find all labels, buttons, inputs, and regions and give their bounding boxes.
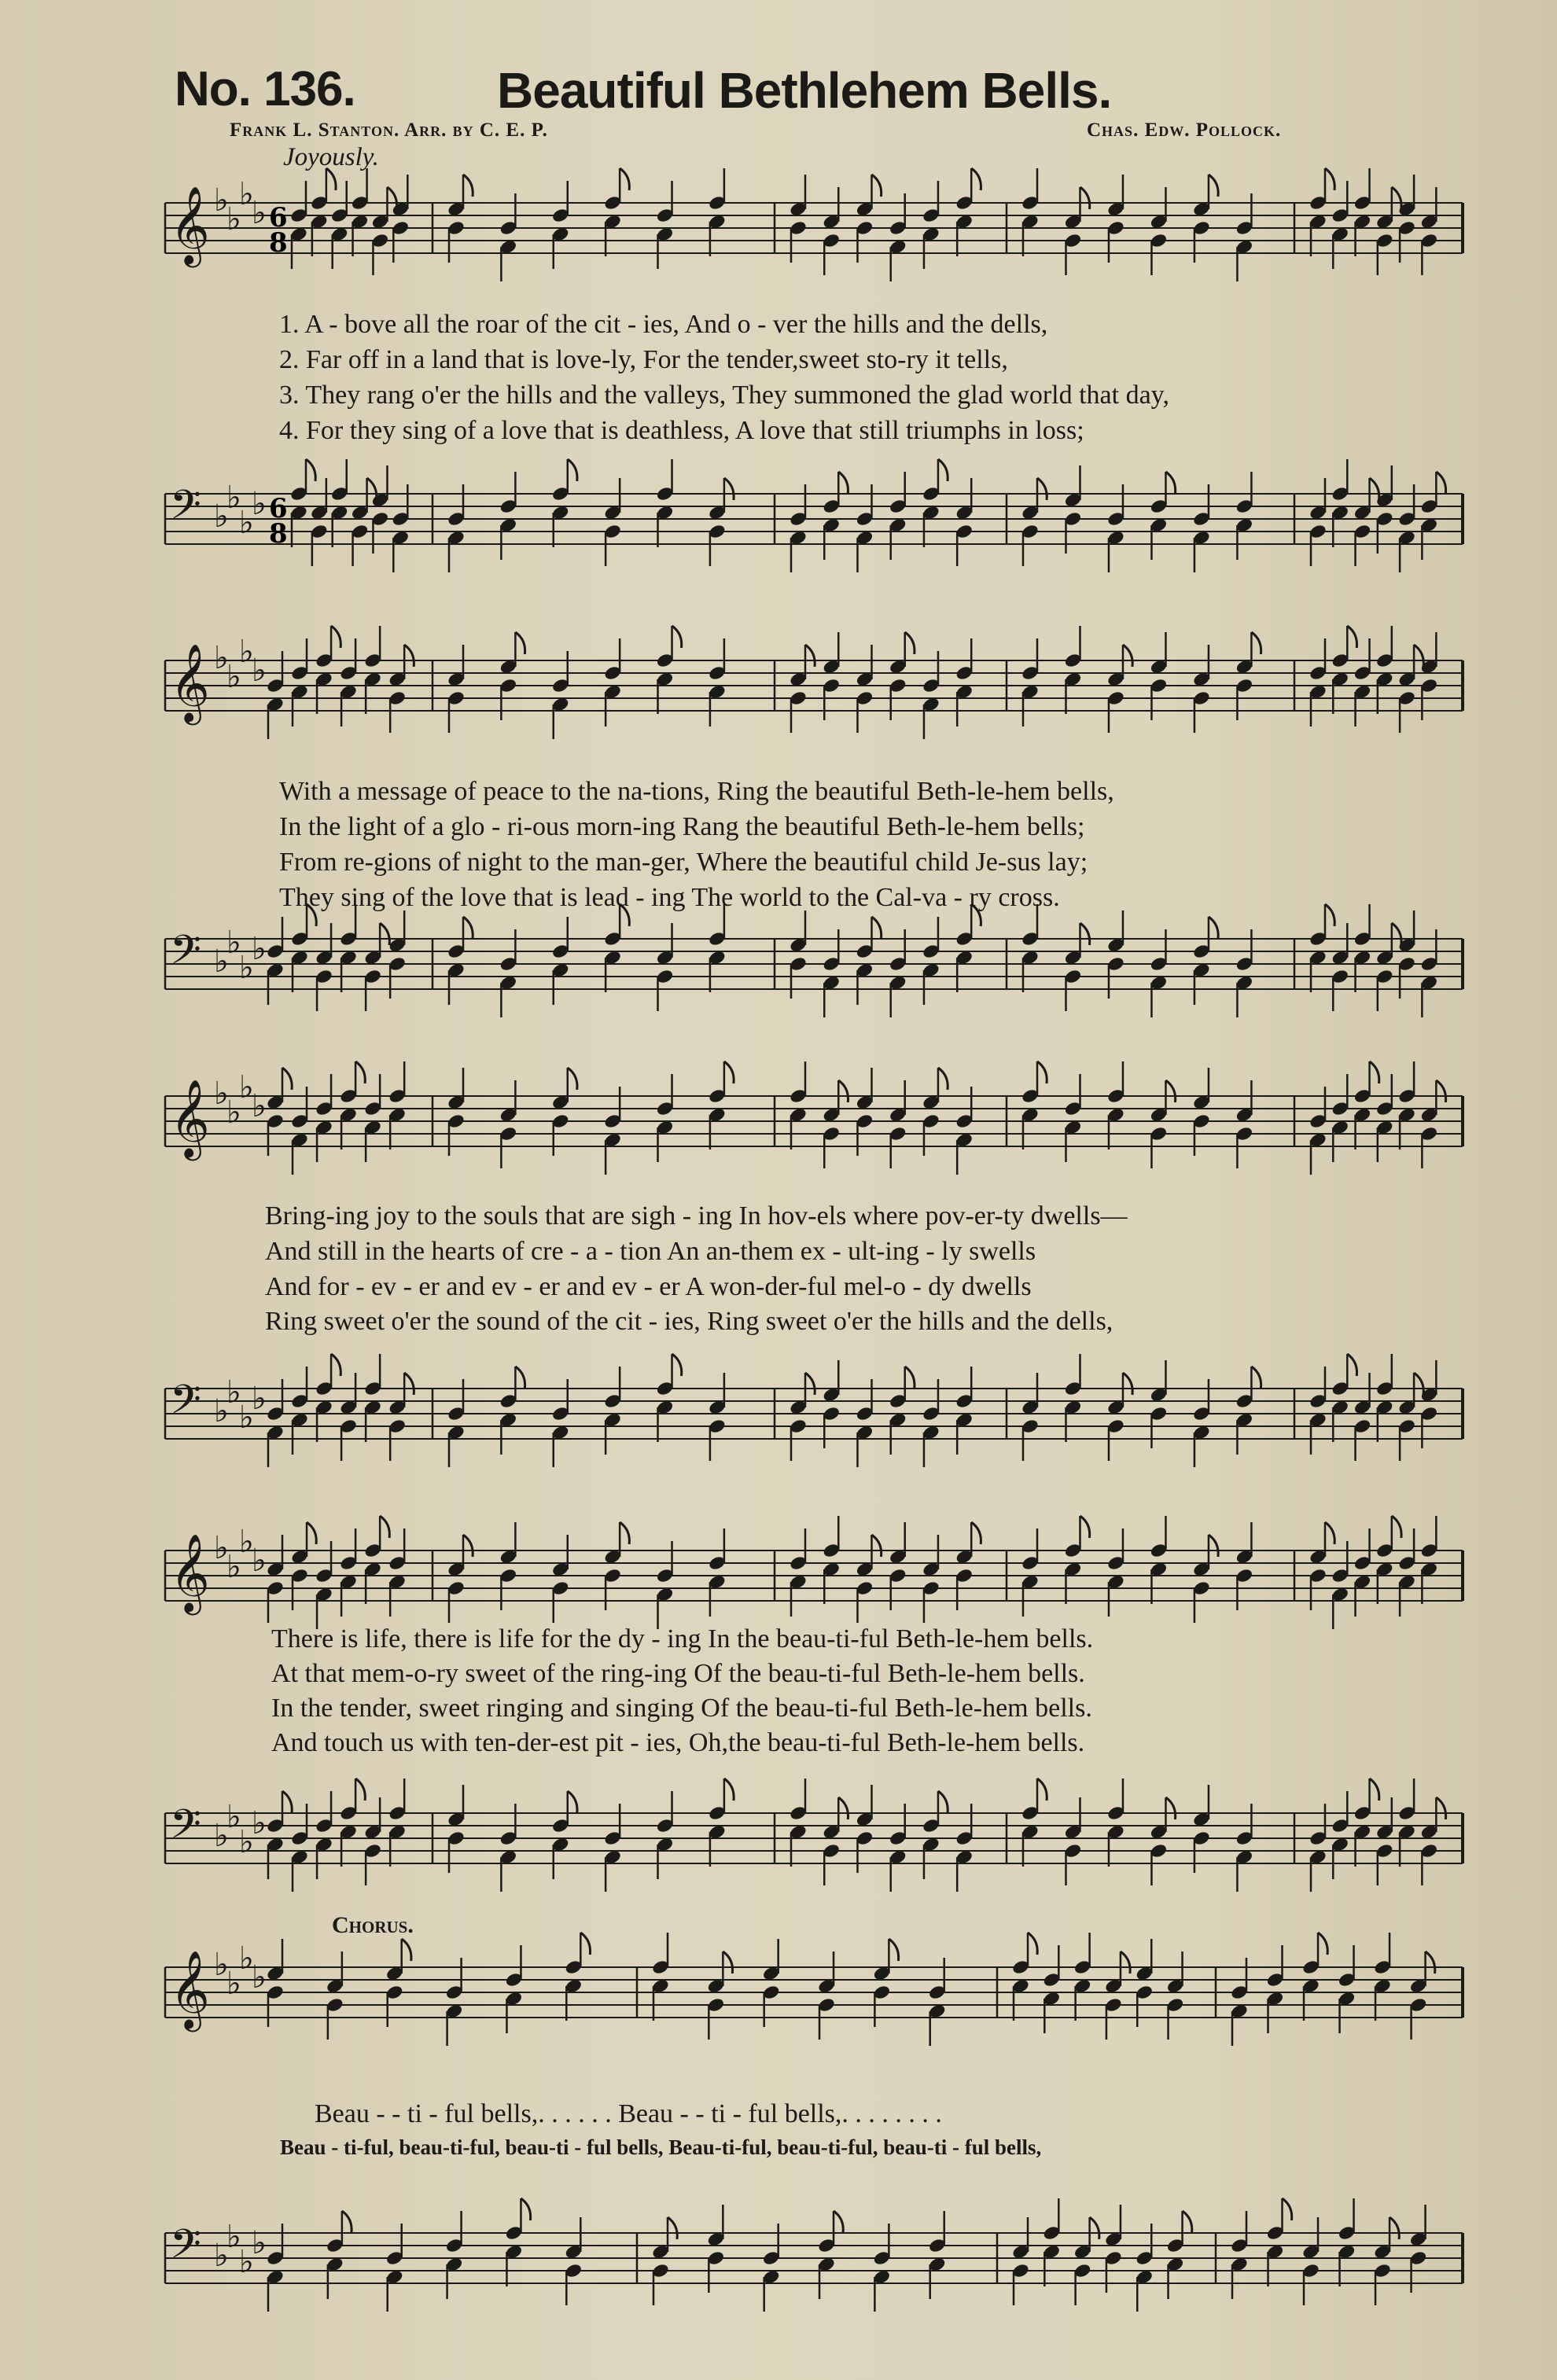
lyric-line: Bring-ing joy to the souls that are sigh - ing In hov-els where pov-er-ty dwells— — [265, 1201, 1128, 1230]
treble-staff — [165, 1524, 1463, 1635]
lyric-line: There is life, there is life for the dy - ing In the beau-ti-ful Beth-le-hem bells. — [271, 1624, 1094, 1653]
flat-sign: ♭ — [214, 1530, 229, 1566]
note-flag — [463, 917, 473, 939]
music-credit: Chas. Edw. Pollock. — [1087, 120, 1282, 141]
note-flag — [838, 472, 848, 494]
note-flag — [723, 1951, 732, 1974]
note-flag — [521, 2198, 530, 2220]
flat-sign: ♭ — [226, 1549, 241, 1585]
note-flag — [307, 1522, 316, 1544]
note-flag — [1370, 1061, 1379, 1083]
note-flag — [1080, 187, 1089, 209]
flat-sign: ♭ — [226, 659, 241, 695]
bass-clef: 𝄢 — [170, 925, 201, 984]
note-flag — [355, 1061, 365, 1083]
note-flag — [463, 175, 473, 197]
note-flag — [905, 1367, 915, 1389]
treble-clef: 𝄞 — [170, 1950, 210, 2029]
note-flag — [1209, 175, 1218, 197]
flat-sign: ♭ — [226, 925, 241, 961]
treble-clef: 𝄞 — [170, 1533, 210, 1613]
note-flag — [672, 626, 682, 648]
note-flag — [871, 175, 881, 197]
note-flag — [1037, 1061, 1047, 1083]
flat-sign: ♭ — [239, 1940, 254, 1977]
time-signature-bottom: 8 — [269, 227, 288, 259]
treble-staff — [165, 634, 1463, 745]
note-flag — [1121, 1951, 1130, 1974]
tempo-marking: Joyously. — [283, 143, 379, 171]
flat-sign: ♭ — [214, 1076, 229, 1112]
flat-sign: ♭ — [252, 486, 267, 522]
treble-staff — [165, 176, 1463, 288]
note-flag — [404, 645, 414, 667]
note-flag — [1251, 632, 1261, 654]
note-flag — [1318, 1933, 1327, 1955]
note-flag — [515, 1367, 525, 1389]
note-flag — [668, 2217, 677, 2239]
flat-sign: ♭ — [252, 1805, 267, 1841]
lyric-line: 4. For they sing of a love that is deathless, A love that still triumphs in loss; — [279, 416, 1084, 445]
note-flag — [1080, 923, 1089, 945]
lyric-line: And touch us with ten-der-est pit - ies, Oh,the beau-ti-ful Beth-le-hem bells. — [271, 1728, 1085, 1757]
note-flag — [938, 459, 948, 481]
note-flag — [367, 478, 377, 500]
flat-sign: ♭ — [239, 1524, 254, 1560]
note-flag — [1370, 478, 1379, 500]
bass-clef: 𝄢 — [170, 1375, 201, 1433]
flat-sign: ♭ — [214, 182, 229, 219]
note-flag — [672, 1354, 682, 1376]
note-flag — [1090, 2217, 1099, 2239]
flat-sign: ♭ — [239, 505, 254, 541]
bass-staff — [165, 1796, 1463, 1898]
treble-staff — [165, 1069, 1463, 1181]
flat-sign: ♭ — [226, 2219, 241, 2255]
lyric-line: And for - ev - er and ev - er and ev - er A won-der-ful mel-o - dy dwells — [265, 1272, 1032, 1301]
note-flag — [331, 626, 340, 648]
bass-staff — [165, 2216, 1463, 2318]
flat-sign: ♭ — [252, 1959, 267, 1996]
flat-sign: ♭ — [252, 653, 267, 689]
flat-sign: ♭ — [226, 1374, 241, 1411]
note-flag — [342, 2211, 352, 2233]
flat-sign: ♭ — [252, 931, 267, 967]
note-flag — [568, 1068, 577, 1090]
note-flag — [515, 632, 525, 654]
lyric-line: In the tender, sweet ringing and singing Of the beau-ti-ful Beth-le-hem bells. — [271, 1694, 1092, 1723]
note-flag — [1037, 478, 1047, 500]
flat-sign: ♭ — [252, 1088, 267, 1124]
note-flag — [380, 923, 389, 945]
note-flag — [331, 1354, 340, 1376]
chorus-bass-lyric: Beau - ti-ful, beau-ti-ful, beau-ti - ful bells, Beau-ti-ful, beau-ti-ful, beau-ti - ful bells, — [280, 2135, 1042, 2159]
note-flag — [1347, 1354, 1356, 1376]
note-flag — [871, 1535, 881, 1557]
note-flag — [580, 1933, 590, 1955]
chorus-label: Chorus. — [332, 1912, 414, 1938]
note-flag — [282, 1791, 292, 1813]
words-credit: Frank L. Stanton. Arr. by C. E. P. — [230, 120, 548, 141]
note-flag — [620, 1522, 629, 1544]
note-flag — [724, 1061, 734, 1083]
note-flag — [1426, 1951, 1435, 1974]
note-flag — [404, 1373, 414, 1395]
flat-sign: ♭ — [226, 480, 241, 516]
flat-sign: ♭ — [214, 2238, 229, 2274]
flat-sign: ♭ — [239, 1069, 254, 1105]
flat-sign: ♭ — [226, 201, 241, 237]
note-flag — [1037, 1779, 1047, 1801]
note-flag — [871, 917, 881, 939]
lyric-line: With a message of peace to the na-tions, Ring the beautiful Beth-le-hem bells, — [279, 777, 1114, 806]
note-flag — [834, 2211, 843, 2233]
treble-staff — [165, 1940, 1463, 2052]
hymn-number: No. 136. — [175, 62, 355, 116]
note-flag — [724, 1779, 734, 1801]
lyric-line: 2. Far off in a land that is love-ly, For the tender,sweet sto-ry it tells, — [279, 345, 1008, 374]
note-flag — [1123, 645, 1132, 667]
bass-clef: 𝄢 — [170, 2220, 201, 2278]
lyric-line: 3. They rang o'er the hills and the valleys, They summoned the glad world that day, — [279, 381, 1169, 410]
flat-sign: ♭ — [214, 1947, 229, 1983]
note-flag — [938, 1068, 948, 1090]
note-flag — [971, 168, 981, 190]
chorus-lyric: Beau - - ti - ful bells,. . . . . . Beau - - ti - ful bells,. . . . . . . . — [315, 2099, 942, 2128]
lyric-line: They sing of the love that is lead - ing The world to the Cal-va - ry cross. — [279, 883, 1060, 912]
note-flag — [1209, 1535, 1218, 1557]
note-flag — [1436, 472, 1445, 494]
flat-sign: ♭ — [226, 1966, 241, 2002]
lyric-line: 1. A - bove all the roar of the cit - ies, And o - ver the hills and the dells, — [279, 310, 1048, 339]
note-flag — [282, 1068, 292, 1090]
flat-sign: ♭ — [239, 1824, 254, 1860]
bass-clef: 𝄢 — [170, 1800, 201, 1858]
note-flag — [1283, 2198, 1292, 2220]
note-flag — [1436, 1797, 1445, 1819]
lyric-line: In the light of a glo - ri-ous morn-ing Rang the beautiful Beth-le-hem bells; — [279, 812, 1085, 841]
flat-sign: ♭ — [214, 498, 229, 535]
flat-sign: ♭ — [252, 1543, 267, 1579]
note-flag — [463, 1535, 473, 1557]
flat-sign: ♭ — [252, 2225, 267, 2261]
note-flag — [838, 1797, 848, 1819]
note-flag — [1392, 187, 1401, 209]
flat-sign: ♭ — [239, 950, 254, 986]
flat-sign: ♭ — [252, 1381, 267, 1417]
time-signature-top: 6 — [269, 202, 288, 234]
note-flag — [402, 1939, 411, 1961]
flat-sign: ♭ — [214, 1818, 229, 1854]
flat-sign: ♭ — [214, 640, 229, 676]
note-flag — [1392, 1516, 1401, 1538]
flat-sign: ♭ — [239, 2244, 254, 2280]
note-flag — [1165, 1797, 1175, 1819]
note-flag — [620, 168, 629, 190]
note-flag — [568, 459, 577, 481]
lyric-line: Ring sweet o'er the sound of the cit - ies, Ring sweet o'er the hills and the dells, — [265, 1307, 1113, 1336]
note-flag — [1123, 1373, 1132, 1395]
note-flag — [724, 478, 734, 500]
bass-clef: 𝄢 — [170, 480, 201, 539]
time-signature-top: 6 — [269, 493, 288, 524]
note-flag — [306, 459, 315, 481]
note-flag — [1028, 1933, 1037, 1955]
note-flag — [1325, 904, 1334, 926]
note-flag — [1080, 1516, 1089, 1538]
note-flag — [1414, 645, 1423, 667]
note-flag — [805, 1373, 815, 1395]
lyric-line: At that mem-o-ry sweet of the ring-ing Of the beau-ti-ful Beth-le-hem bells. — [271, 1659, 1085, 1688]
note-flag — [1390, 2217, 1399, 2239]
note-flag — [1165, 472, 1175, 494]
note-flag — [1347, 626, 1356, 648]
time-signature-bottom: 8 — [269, 518, 288, 550]
note-flag — [568, 1791, 577, 1813]
lyric-line: From re-gions of night to the man-ger, Where the beautiful child Je-sus lay; — [279, 848, 1088, 877]
flat-sign: ♭ — [252, 195, 267, 231]
treble-clef: 𝄞 — [170, 1079, 210, 1158]
treble-clef: 𝄞 — [170, 186, 210, 265]
flat-sign: ♭ — [239, 176, 254, 212]
note-flag — [905, 632, 915, 654]
note-flag — [355, 1779, 365, 1801]
note-flag — [938, 1791, 948, 1813]
note-flag — [1209, 917, 1218, 939]
bass-staff — [165, 1371, 1463, 1473]
lyric-line: And still in the hearts of cre - a - tion An an-them ex - ult-ing - ly swells — [265, 1237, 1036, 1266]
note-flag — [1370, 1779, 1379, 1801]
flat-sign: ♭ — [239, 634, 254, 670]
hymn-title: Beautiful Bethlehem Bells. — [497, 62, 1112, 119]
note-flag — [1251, 1367, 1261, 1389]
note-flag — [889, 1939, 898, 1961]
note-flag — [1325, 168, 1334, 190]
note-flag — [1325, 1522, 1334, 1544]
note-flag — [1414, 1373, 1423, 1395]
note-flag — [1165, 1080, 1175, 1102]
note-flag — [1436, 1080, 1445, 1102]
bass-staff — [165, 476, 1463, 579]
note-flag — [380, 1516, 389, 1538]
note-flag — [971, 1522, 981, 1544]
note-flag — [805, 645, 815, 667]
flat-sign: ♭ — [226, 1799, 241, 1835]
treble-clef: 𝄞 — [170, 643, 210, 723]
note-flag — [1392, 923, 1401, 945]
flat-sign: ♭ — [239, 1400, 254, 1436]
bass-staff — [165, 921, 1463, 1024]
flat-sign: ♭ — [226, 1094, 241, 1131]
note-flag — [387, 187, 396, 209]
note-flag — [1183, 2211, 1192, 2233]
flat-sign: ♭ — [214, 1393, 229, 1429]
note-flag — [838, 1080, 848, 1102]
flat-sign: ♭ — [214, 944, 229, 980]
